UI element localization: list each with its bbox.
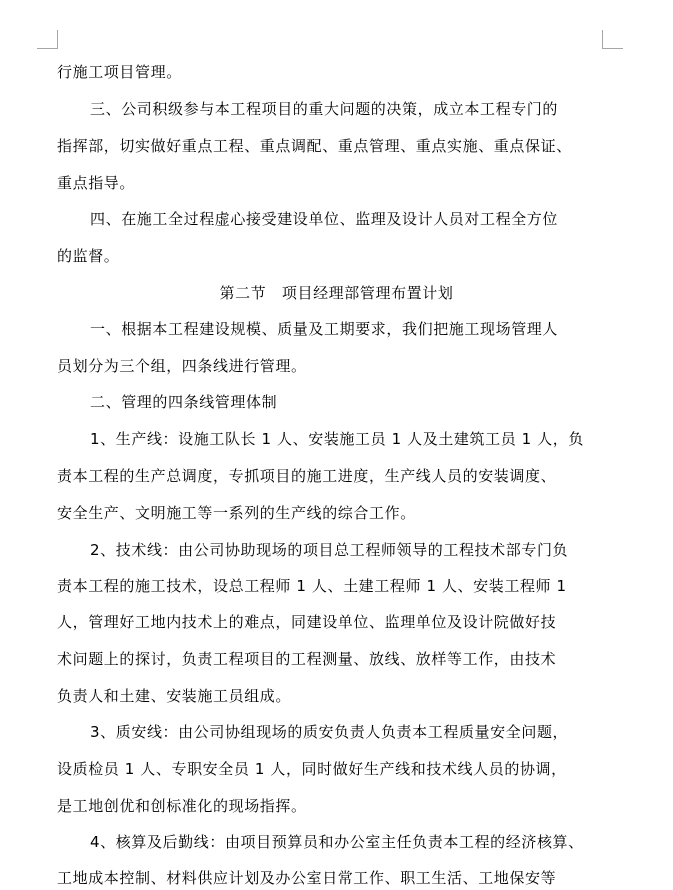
paragraph-line: 4、核算及后勤线：由项目预算员和办公室主任负责本工程的经济核算、: [90, 833, 584, 851]
crop-mark-top-left: [37, 30, 58, 49]
paragraph-line: 工地成本控制、材料供应计划及办公室日常工作、职工生活、工地保安等: [57, 869, 557, 887]
paragraph-line: 3、质安线：由公司协组现场的质安负责人负责本工程质量安全问题，: [90, 723, 569, 741]
crop-mark-top-right: [602, 30, 623, 49]
paragraph-line: 设质检员 1 人、专职安全员 1 人，同时做好生产线和技术线人员的协调，: [57, 760, 567, 778]
section-heading: 第二节 项目经理部管理布置计划: [219, 284, 454, 302]
paragraph-line: 员划分为三个组，四条线进行管理。: [57, 357, 307, 375]
paragraph-line: 2、技术线：由公司协助现场的项目总工程师领导的工程技术部专门负: [90, 541, 569, 559]
paragraph-line: 三、公司积级参与本工程项目的重大问题的决策，成立本工程专门的: [90, 100, 559, 118]
paragraph-line: 一、根据本工程建设规模、质量及工期要求，我们把施工现场管理人: [90, 320, 559, 338]
paragraph-line: 人，管理好工地内技术上的难点，同建设单位、监理单位及设计院做好技: [57, 613, 557, 631]
paragraph-line: 1、生产线：设施工队长 1 人、安装施工员 1 人及土建筑工员 1 人，负: [90, 430, 584, 448]
paragraph-line: 重点指导。: [57, 174, 136, 192]
paragraph-line: 责本工程的生产总调度，专抓项目的施工进度，生产线人员的安装调度、: [57, 467, 557, 485]
paragraph-line: 责本工程的施工技术，设总工程师 1 人、土建工程师 1 人、安装工程师 1: [57, 577, 567, 595]
paragraph-line: 行施工项目管理。: [57, 63, 182, 81]
paragraph-line: 二、管理的四条线管理体制: [90, 393, 278, 411]
paragraph-line: 四、在施工全过程虚心接受建设单位、监理及设计人员对工程全方位: [90, 210, 559, 228]
paragraph-line: 指挥部，切实做好重点工程、重点调配、重点管理、重点实施、重点保证、: [57, 137, 572, 155]
paragraph-line: 安全生产、文明施工等一系列的生产线的综合工作。: [57, 504, 416, 522]
paragraph-line: 是工地创优和创标准化的现场指挥。: [57, 797, 307, 815]
paragraph-line: 的监督。: [57, 247, 120, 265]
paragraph-line: 负责人和土建、安装施工员组成。: [57, 687, 292, 705]
paragraph-line: 术问题上的探讨，负责工程项目的工程测量、放线、放样等工作，由技术: [57, 650, 557, 668]
